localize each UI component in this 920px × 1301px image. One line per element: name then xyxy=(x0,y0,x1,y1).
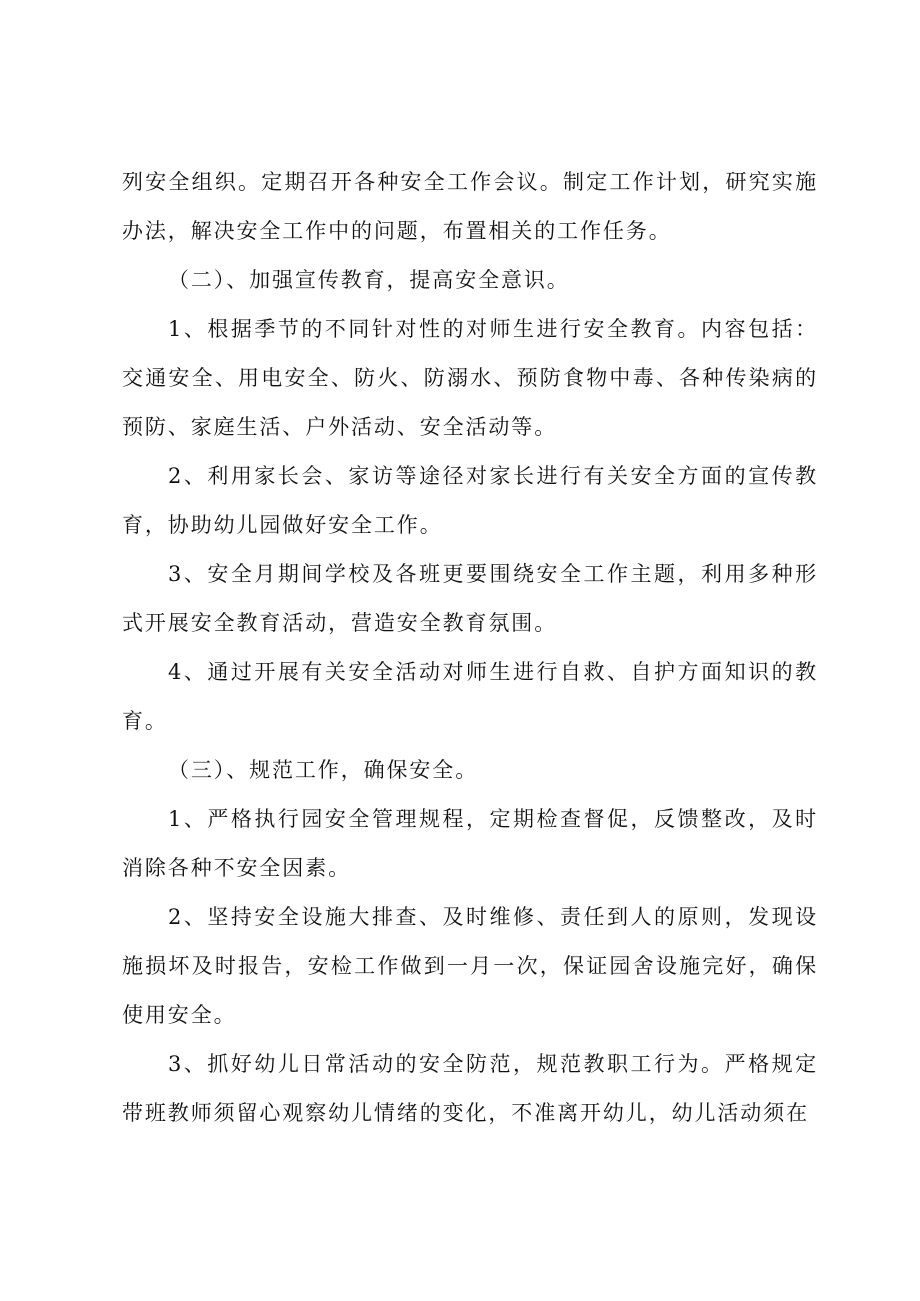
paragraph-item-3: 3、安全月期间学校及各班更要围绕安全工作主题，利用多种形式开展安全教育活动，营造安全教育氛围。 xyxy=(122,562,818,635)
paragraph-item-1: 1、根据季节的不同针对性的对师生进行安全教育。内容包括：交通安全、用电安全、防火、防溺水、预防食物中毒、各种传染病的预防、家庭生活、户外活动、安全活动等。 xyxy=(122,317,818,439)
paragraph-item-2b: 2、坚持安全设施大排查、及时维修、责任到人的原则，发现设施损坏及时报告，安检工作做到一月一次，保证园舍设施完好，确保使用安全。 xyxy=(122,905,818,1027)
paragraph-item-4: 4、通过开展有关安全活动对师生进行自救、自护方面知识的教育。 xyxy=(122,660,818,733)
document-body xyxy=(122,158,818,1138)
section-heading-3: （三）、规范工作，确保安全。 xyxy=(168,758,479,782)
paragraph-continuation: 列安全组织。定期召开各种安全工作会议。制定工作计划，研究实施办法，解决安全工作中的问题，布置相关的工作任务。 xyxy=(122,170,818,243)
paragraph-item-2: 2、利用家长会、家访等途径对家长进行有关安全方面的宣传教育，协助幼儿园做好安全工作。 xyxy=(122,464,818,537)
section-heading-2: （二）、加强宣传教育，提高安全意识。 xyxy=(168,268,570,292)
paragraph-item-3b: 3、抓好幼儿日常活动的安全防范，规范教职工行为。严格规定带班教师须留心观察幼儿情绪的变化，不准离开幼儿，幼儿活动须在 xyxy=(122,1052,818,1125)
paragraph-item-1b: 1、严格执行园安全管理规程，定期检查督促，反馈整改，及时消除各种不安全因素。 xyxy=(122,807,818,880)
